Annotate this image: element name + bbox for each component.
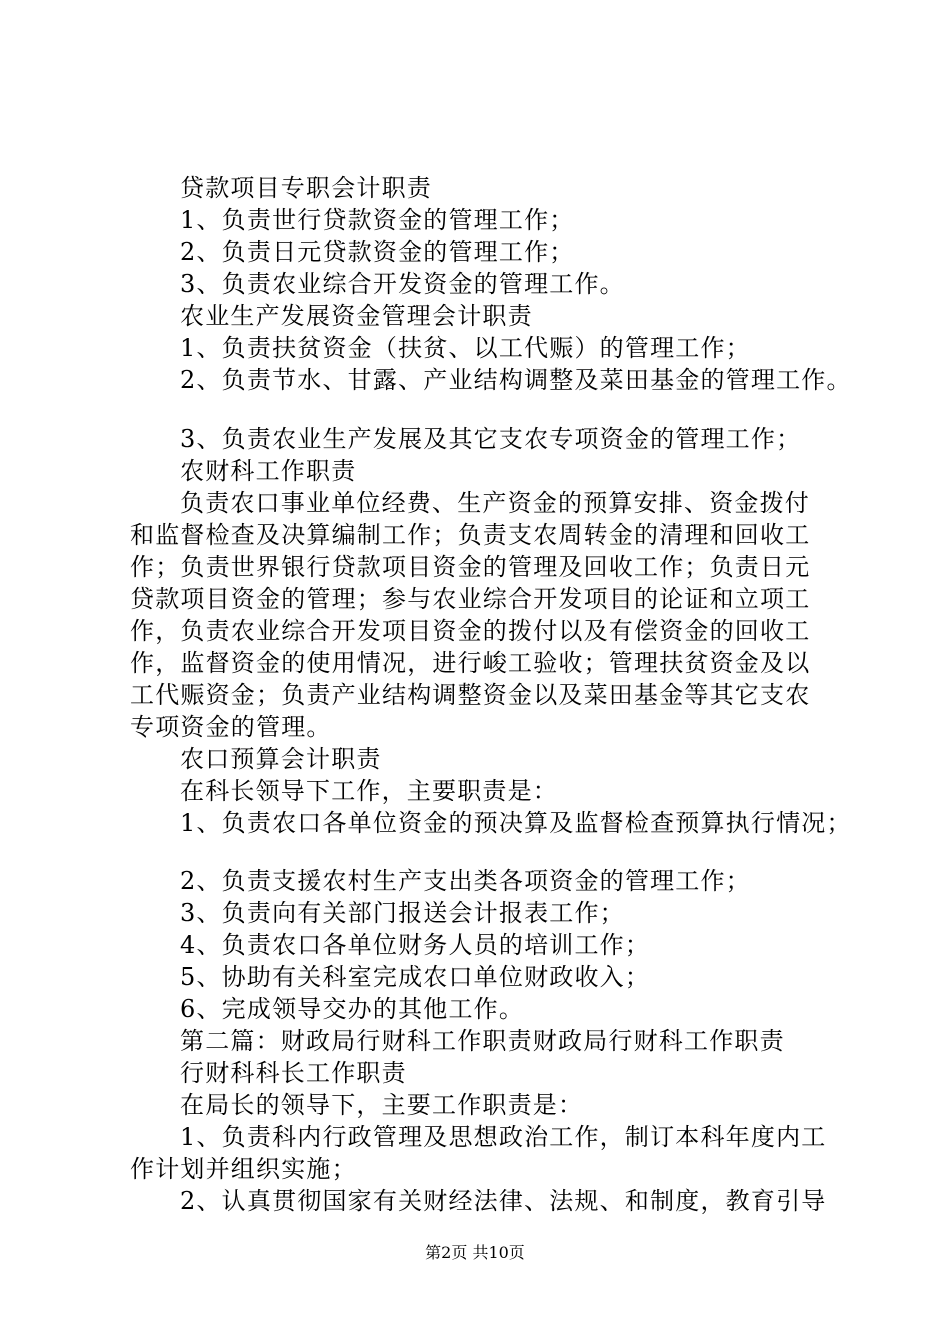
paragraph-line: 在局长的领导下，主要工作职责是： (180, 1091, 584, 1119)
list-item: 2、负责支援农村生产支出类各项资金的管理工作； (180, 867, 751, 895)
section-heading-loan-accountant: 贷款项目专职会计职责 (180, 174, 432, 202)
list-item: 1、负责科内行政管理及思想政治工作，制订本科年度内工 (180, 1123, 827, 1151)
paragraph-line: 在科长领导下工作，主要职责是： (180, 777, 558, 805)
list-item: 3、负责向有关部门报送会计报表工作； (180, 899, 625, 927)
list-item: 5、协助有关科室完成农口单位财政收入； (180, 963, 651, 991)
paragraph-line: 作计划并组织实施； (130, 1155, 357, 1183)
list-item: 2、认真贯彻国家有关财经法律、法规、和制度，教育引导 (180, 1187, 827, 1215)
list-item: 3、负责农业综合开发资金的管理工作。 (180, 270, 625, 298)
section-heading-agri-budget-accountant: 农口预算会计职责 (180, 745, 382, 773)
paragraph-line: 作，负责农业综合开发项目资金的拨付以及有偿资金的回收工 (130, 617, 811, 645)
list-item: 3、负责农业生产发展及其它支农专项资金的管理工作； (180, 425, 802, 453)
list-item: 1、负责农口各单位资金的预决算及监督检查预算执行情况； (180, 809, 852, 837)
list-item: 1、负责扶贫资金（扶贫、以工代赈）的管理工作； (180, 334, 751, 362)
list-item: 6、完成领导交办的其他工作。 (180, 995, 525, 1023)
paragraph-line: 作，监督资金的使用情况，进行峻工验收；管理扶贫资金及以 (130, 649, 811, 677)
section-heading-admin-finance-chief: 行财科科长工作职责 (180, 1059, 407, 1087)
paragraph-line: 作；负责世界银行贷款项目资金的管理及回收工作；负责日元 (130, 553, 811, 581)
section-heading-agri-finance-dept: 农财科工作职责 (180, 457, 357, 485)
paragraph-line: 负责农口事业单位经费、生产资金的预算安排、资金拨付 (180, 489, 810, 517)
chapter-heading: 第二篇：财政局行财科工作职责财政局行财科工作职责 (180, 1027, 785, 1055)
paragraph-line: 专项资金的管理。 (130, 713, 332, 741)
paragraph-line: 贷款项目资金的管理；参与农业综合开发项目的论证和立项工 (130, 585, 811, 613)
paragraph-line: 工代赈资金；负责产业结构调整资金以及菜田基金等其它支农 (130, 681, 811, 709)
section-heading-agri-fund-accountant: 农业生产发展资金管理会计职责 (180, 302, 533, 330)
list-item: 2、负责日元贷款资金的管理工作； (180, 238, 575, 266)
list-item: 1、负责世行贷款资金的管理工作； (180, 206, 575, 234)
page-footer: 第2页 共10页 (425, 1243, 525, 1262)
list-item: 2、负责节水、甘露、产业结构调整及菜田基金的管理工作。 (180, 366, 852, 394)
paragraph-line: 和监督检查及决算编制工作；负责支农周转金的清理和回收工 (130, 521, 811, 549)
list-item: 4、负责农口各单位财务人员的培训工作； (180, 931, 651, 959)
